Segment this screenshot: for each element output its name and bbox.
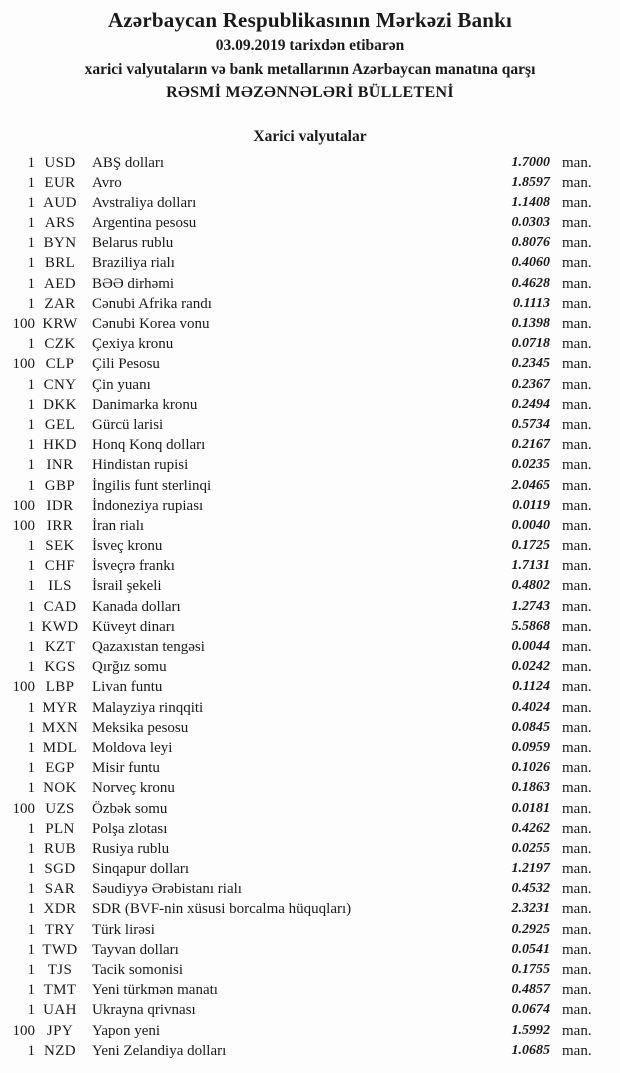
currency-quantity: 1 <box>27 719 35 736</box>
currency-unit: man. <box>562 194 592 211</box>
currency-unit: man. <box>562 457 592 474</box>
currency-name: Sinqapur dolları <box>92 861 190 878</box>
currency-unit: man. <box>562 962 592 978</box>
rate-row <box>0 899 600 919</box>
currency-rate: 0.2925 <box>511 921 550 937</box>
currency-name: Honq Konq dolları <box>92 437 206 454</box>
currency-rate: 0.5734 <box>511 416 550 432</box>
currency-quantity: 1 <box>27 396 35 413</box>
currency-name: İsrail şekeli <box>92 578 162 595</box>
currency-code: USD <box>44 154 76 171</box>
currency-rate: 0.4532 <box>511 881 550 897</box>
currency-rate: 0.2345 <box>511 356 550 372</box>
currency-rate: 0.2167 <box>511 437 550 453</box>
currency-unit: man. <box>562 739 592 756</box>
currency-quantity: 1 <box>27 598 35 615</box>
currency-name: İsveçrə frankı <box>92 558 175 575</box>
rate-row <box>0 698 600 718</box>
currency-unit: man. <box>562 699 592 716</box>
currency-quantity: 1 <box>27 578 35 595</box>
rate-row <box>0 738 600 758</box>
currency-rate: 0.1863 <box>511 780 550 796</box>
currency-quantity: 100 <box>12 800 35 817</box>
currency-unit: man. <box>562 215 592 232</box>
rate-row <box>0 778 600 798</box>
currency-code: RUB <box>43 840 77 857</box>
currency-name: İngilis funt sterlinqi <box>92 477 212 494</box>
subtitle-line: xarici valyutaların və bank metallarının Azərbaycan manatına qarşı <box>84 60 536 78</box>
currency-name: Rusiya rublu <box>92 840 170 857</box>
currency-unit: man. <box>562 659 592 676</box>
rate-row <box>0 677 600 697</box>
currency-name: Tacik somonisi <box>92 962 184 978</box>
currency-name: Braziliya rialı <box>92 255 175 272</box>
currency-rate: 0.0040 <box>511 517 550 533</box>
currency-rate: 1.8597 <box>511 174 550 190</box>
currency-rate: 0.4262 <box>511 820 550 836</box>
currency-rate: 1.5992 <box>511 1022 550 1038</box>
currency-code: EGP <box>45 760 75 777</box>
currency-unit: man. <box>562 437 592 454</box>
rate-row <box>0 496 600 516</box>
currency-quantity: 1 <box>27 437 35 454</box>
currency-rate: 0.0044 <box>511 639 550 654</box>
currency-code: TRY <box>44 921 76 938</box>
rate-row <box>0 516 600 536</box>
currency-rate: 0.2367 <box>511 376 550 392</box>
rate-row <box>0 455 600 475</box>
currency-code: SAR <box>44 881 76 898</box>
currency-name: Çin yuanı <box>92 376 151 393</box>
currency-quantity: 1 <box>27 982 35 999</box>
currency-name: Yeni Zelandiya dolları <box>92 1042 227 1059</box>
currency-code: LBP <box>45 679 75 696</box>
currency-code: AED <box>43 275 77 292</box>
currency-quantity: 1 <box>27 760 35 777</box>
currency-code: CAD <box>43 598 77 615</box>
currency-code: CNY <box>43 376 77 393</box>
rate-row <box>0 173 600 193</box>
currency-name: Ukrayna qrivnası <box>92 1002 196 1019</box>
rate-row <box>0 617 600 637</box>
currency-unit: man. <box>562 1022 592 1039</box>
currency-code: AUD <box>43 194 77 211</box>
currency-code: KRW <box>42 316 78 332</box>
rate-row <box>0 799 600 819</box>
rate-row <box>0 1041 600 1061</box>
currency-code: KZT <box>44 639 76 655</box>
currency-quantity: 1 <box>27 921 35 938</box>
currency-quantity: 1 <box>27 275 35 292</box>
currency-quantity: 100 <box>12 1022 35 1039</box>
currency-rate: 0.4628 <box>511 275 550 291</box>
currency-rate: 0.4060 <box>511 255 550 271</box>
currency-quantity: 1 <box>27 215 35 232</box>
currency-rate: 1.7131 <box>511 558 550 574</box>
currency-name: Cənubi Afrika randı <box>92 295 212 312</box>
currency-rate: 0.1124 <box>512 679 550 695</box>
currency-unit: man. <box>562 921 592 938</box>
currency-quantity: 1 <box>27 739 35 756</box>
currency-rate: 0.1725 <box>511 538 550 554</box>
currency-name: İsveç kronu <box>92 538 163 555</box>
currency-name: Polşa zlotası <box>92 820 168 837</box>
section-title-foreign-currencies: Xarici valyutalar <box>253 127 367 145</box>
currency-code: MXN <box>41 719 79 736</box>
currency-quantity: 1 <box>27 1002 35 1019</box>
currency-rate: 0.0718 <box>511 336 550 352</box>
rate-row <box>0 1000 600 1020</box>
currency-code: CZK <box>44 336 76 353</box>
currency-name: Belarus rublu <box>92 235 174 252</box>
currency-quantity: 100 <box>12 356 35 373</box>
currency-rate: 1.1408 <box>511 194 550 210</box>
currency-name: Hindistan rupisi <box>92 457 189 474</box>
currency-rate: 2.0465 <box>511 477 550 493</box>
rate-row <box>0 819 600 839</box>
rate-row <box>0 233 600 253</box>
currency-unit: man. <box>562 316 592 332</box>
currency-quantity: 1 <box>27 840 35 857</box>
rate-row <box>0 354 600 374</box>
currency-unit: man. <box>562 760 592 777</box>
rate-row <box>0 153 600 173</box>
bulletin-title: RƏSMİ MƏZƏNNƏLƏRİ BÜLLETENİ <box>166 84 454 101</box>
currency-quantity: 1 <box>27 618 35 635</box>
currency-code: ZAR <box>44 295 76 312</box>
currency-rate: 0.4857 <box>511 982 550 998</box>
currency-name: Danimarka kronu <box>92 396 198 413</box>
currency-quantity: 1 <box>27 901 35 918</box>
rate-row <box>0 920 600 940</box>
currency-unit: man. <box>562 376 592 393</box>
currency-name: İndoneziya rupiası <box>92 497 204 514</box>
currency-quantity: 1 <box>27 639 35 655</box>
currency-code: XDR <box>43 901 77 918</box>
currency-code: BRL <box>44 255 76 272</box>
currency-name: Qırğız somu <box>92 659 167 676</box>
currency-quantity: 1 <box>27 416 35 433</box>
currency-quantity: 1 <box>27 699 35 716</box>
currency-rate: 1.0685 <box>511 1042 550 1058</box>
currency-quantity: 1 <box>27 174 35 191</box>
currency-quantity: 100 <box>12 679 35 696</box>
currency-unit: man. <box>562 820 592 837</box>
currency-unit: man. <box>562 396 592 413</box>
currency-unit: man. <box>562 719 592 736</box>
currency-quantity: 1 <box>27 235 35 252</box>
currency-code: GBP <box>44 477 76 494</box>
currency-name: ABŞ dolları <box>92 154 165 171</box>
rate-row <box>0 879 600 899</box>
currency-code: EUR <box>44 174 76 191</box>
currency-rate: 0.2494 <box>511 396 550 412</box>
currency-name: Misir funtu <box>92 760 160 777</box>
currency-name: Yeni türkmən manatı <box>92 982 218 999</box>
currency-quantity: 100 <box>12 517 35 534</box>
currency-rate: 0.1113 <box>513 295 550 311</box>
currency-name: Tayvan dolları <box>92 941 179 958</box>
currency-rate: 0.0255 <box>511 840 550 856</box>
currency-unit: man. <box>562 840 592 857</box>
rate-row <box>0 314 600 334</box>
currency-quantity: 1 <box>27 376 35 393</box>
currency-name: Cənubi Korea vonu <box>92 316 210 332</box>
currency-quantity: 1 <box>27 194 35 211</box>
currency-unit: man. <box>562 558 592 575</box>
effective-date-line: 03.09.2019 tarixdən etibarən <box>215 37 405 54</box>
currency-name: Meksika pesosu <box>92 719 189 736</box>
currency-code: MYR <box>42 699 78 716</box>
rate-row <box>0 435 600 455</box>
rate-row <box>0 758 600 778</box>
currency-unit: man. <box>562 497 592 514</box>
currency-unit: man. <box>562 235 592 252</box>
currency-unit: man. <box>562 578 592 595</box>
currency-code: TMT <box>43 982 77 999</box>
currency-unit: man. <box>562 255 592 272</box>
currency-name: Gürcü larisi <box>92 416 164 433</box>
currency-unit: man. <box>562 1042 592 1059</box>
currency-code: UAH <box>43 1002 77 1019</box>
rate-row <box>0 213 600 233</box>
currency-quantity: 1 <box>27 558 35 575</box>
currency-name: Çili Pesosu <box>92 356 160 373</box>
currency-rate: 1.2197 <box>511 861 550 877</box>
currency-code: DKK <box>43 396 77 413</box>
currency-rate: 0.4802 <box>511 578 550 594</box>
currency-rate: 2.3231 <box>511 901 550 917</box>
currency-unit: man. <box>562 295 592 312</box>
currency-rate: 0.0181 <box>511 800 550 816</box>
currency-unit: man. <box>562 800 592 817</box>
currency-quantity: 1 <box>27 941 35 958</box>
currency-unit: man. <box>562 154 592 171</box>
currency-name: Çexiya kronu <box>92 336 174 353</box>
currency-quantity: 1 <box>27 477 35 494</box>
currency-quantity: 1 <box>27 780 35 797</box>
currency-rate: 0.4024 <box>511 699 550 715</box>
currency-rate: 1.2743 <box>511 598 550 614</box>
currency-rate: 0.0959 <box>511 739 550 755</box>
currency-code: KWD <box>41 618 79 635</box>
currency-unit: man. <box>562 1002 592 1019</box>
currency-rate: 0.0303 <box>511 215 550 231</box>
currency-unit: man. <box>562 881 592 898</box>
rate-row <box>0 576 600 596</box>
currency-rate: 0.1026 <box>511 760 550 776</box>
currency-unit: man. <box>562 679 592 696</box>
rate-row <box>0 395 600 415</box>
currency-unit: man. <box>562 861 592 878</box>
currency-unit: man. <box>562 275 592 292</box>
currency-rate: 5.5868 <box>511 618 550 634</box>
currency-code: GEL <box>44 416 76 433</box>
rate-row <box>0 375 600 395</box>
currency-rate: 0.1755 <box>511 962 550 977</box>
currency-name: Livan funtu <box>92 679 163 696</box>
currency-unit: man. <box>562 174 592 191</box>
currency-unit: man. <box>562 336 592 353</box>
rate-row <box>0 597 600 617</box>
currency-quantity: 1 <box>27 881 35 898</box>
currency-name: Avro <box>92 174 122 191</box>
currency-code: NOK <box>43 780 77 797</box>
currency-quantity: 1 <box>27 659 35 676</box>
currency-code: SEK <box>45 538 75 555</box>
currency-unit: man. <box>562 901 592 918</box>
currency-rate: 0.0541 <box>511 941 550 957</box>
currency-name: BƏƏ dirhəmi <box>92 275 175 292</box>
currency-quantity: 1 <box>27 820 35 837</box>
currency-code: INR <box>46 457 74 474</box>
currency-code: CLP <box>45 356 75 373</box>
currency-rate: 1.7000 <box>511 154 550 170</box>
rate-row <box>0 274 600 294</box>
rate-row <box>0 839 600 859</box>
currency-rate: 0.1398 <box>511 316 550 331</box>
currency-unit: man. <box>562 780 592 797</box>
currency-code: HKD <box>43 437 77 454</box>
currency-quantity: 1 <box>27 457 35 474</box>
currency-code: KGS <box>44 659 76 676</box>
rate-row <box>0 960 600 980</box>
document-header <box>0 7 620 105</box>
currency-quantity: 1 <box>27 1042 35 1059</box>
bank-name-title: Azərbaycan Respublikasının Mərkəzi Bankı <box>107 8 513 32</box>
currency-code: TWD <box>42 941 78 958</box>
currency-quantity: 1 <box>27 538 35 555</box>
currency-code: MDL <box>42 739 78 756</box>
rate-row <box>0 415 600 435</box>
currency-rate: 0.0674 <box>511 1002 550 1018</box>
currency-code: UZS <box>45 800 75 817</box>
currency-name: Kanada dolları <box>92 598 181 615</box>
currency-code: ARS <box>44 215 76 232</box>
currency-quantity: 100 <box>12 316 35 332</box>
currency-quantity: 1 <box>27 255 35 272</box>
currency-unit: man. <box>562 941 592 958</box>
currency-unit: man. <box>562 639 592 655</box>
currency-code: CHF <box>44 558 76 575</box>
rate-row <box>0 859 600 879</box>
rate-row <box>0 253 600 273</box>
rate-row <box>0 980 600 1000</box>
currency-code: NZD <box>43 1042 77 1059</box>
currency-rate: 0.0242 <box>511 659 550 675</box>
currency-name: Küveyt dinarı <box>92 618 175 635</box>
currency-quantity: 1 <box>27 295 35 312</box>
rate-row <box>0 334 600 354</box>
currency-unit: man. <box>562 538 592 555</box>
currency-name: Özbək somu <box>92 800 168 817</box>
currency-quantity: 1 <box>27 336 35 353</box>
currency-quantity: 1 <box>27 861 35 878</box>
currency-name: SDR (BVF-nin xüsusi borcalma hüquqları) <box>92 901 352 918</box>
currency-rate: 0.0119 <box>512 497 550 513</box>
currency-rate: 0.0235 <box>511 457 550 473</box>
currency-unit: man. <box>562 517 592 534</box>
currency-code: SGD <box>44 861 76 878</box>
currency-quantity: 1 <box>27 154 35 171</box>
currency-name: Avstraliya dolları <box>92 194 197 211</box>
rate-row <box>0 556 600 576</box>
currency-name: Argentina pesosu <box>92 215 197 232</box>
rate-row <box>0 536 600 556</box>
currency-name: Yapon yeni <box>92 1022 161 1039</box>
rate-row <box>0 193 600 213</box>
rate-row <box>0 476 600 496</box>
currency-unit: man. <box>562 598 592 615</box>
currency-quantity: 1 <box>27 962 35 978</box>
currency-name: Malayziya rinqqiti <box>92 699 204 716</box>
rate-row <box>0 718 600 738</box>
currency-name: Norveç kronu <box>92 780 175 797</box>
currency-code: TJS <box>47 962 73 978</box>
currency-unit: man. <box>562 416 592 433</box>
currency-code: IDR <box>46 497 74 514</box>
currency-name: Moldova leyi <box>92 739 173 756</box>
currency-unit: man. <box>562 618 592 635</box>
currency-name: Qazaxıstan tengəsi <box>92 639 205 655</box>
rate-row <box>0 657 600 677</box>
rates-table <box>0 153 600 1061</box>
currency-code: IRR <box>46 517 74 534</box>
rate-row <box>0 1021 600 1041</box>
currency-unit: man. <box>562 982 592 999</box>
rate-row <box>0 294 600 314</box>
currency-name: İran rialı <box>92 517 145 534</box>
currency-rate: 0.8076 <box>511 235 550 251</box>
currency-name: Səudiyyə Ərəbistanı rialı <box>92 881 242 898</box>
currency-code: BYN <box>43 235 77 252</box>
currency-rate: 0.0845 <box>511 719 550 735</box>
currency-unit: man. <box>562 477 592 494</box>
currency-quantity: 100 <box>12 497 35 514</box>
currency-unit: man. <box>562 356 592 373</box>
rate-row <box>0 940 600 960</box>
currency-code: ILS <box>48 578 72 595</box>
currency-code: PLN <box>45 820 75 837</box>
currency-code: JPY <box>46 1022 74 1039</box>
currency-name: Türk lirəsi <box>92 921 155 938</box>
rate-row <box>0 637 600 657</box>
